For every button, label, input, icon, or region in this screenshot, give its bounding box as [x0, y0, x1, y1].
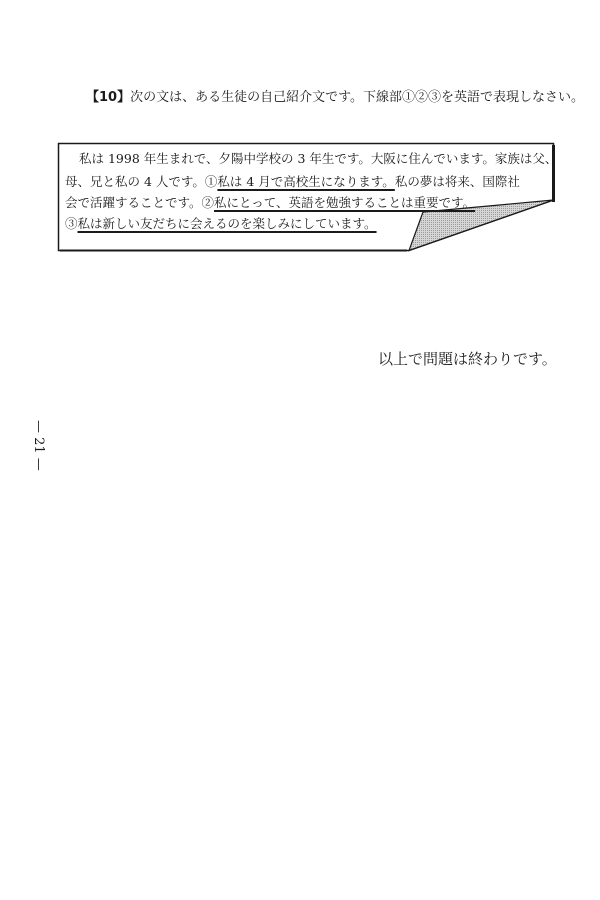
passage-line-2-lead: 母、兄と私の 4 人です。① [65, 174, 218, 189]
passage-line-4 [65, 215, 377, 233]
passage-line-4-lead: ③ [65, 216, 78, 231]
underlined-sentence-3: 私は新しい友だちに会えるのを楽しみにしています。 [77, 216, 377, 231]
passage-line-3 [65, 194, 475, 212]
passage-line-1: 私は 1998 年生まれで、夕陽中学校の 3 年生です。大阪に住んでいます。家族は父、 [79, 151, 558, 166]
question-number: 【10】 [86, 90, 131, 105]
passage-line-2-tail: 私の夢は将来、国際社 [394, 174, 520, 189]
question-prompt [86, 88, 585, 108]
passage-line-3-lead: 会で活躍することです。② [65, 195, 215, 210]
passage-text [57, 142, 558, 252]
question-text: 次の文は、ある生徒の自己紹介文です。下線部①②③を英語で表現しなさい。 [130, 90, 585, 105]
underlined-sentence-1: 私は 4 月で高校生になります。 [217, 174, 395, 189]
passage-box [57, 142, 558, 252]
passage-line-2 [65, 173, 520, 191]
page-number: — 21 — [31, 420, 46, 471]
underlined-sentence-2: 私にとって、英語を勉強することは重要です。 [214, 195, 476, 210]
end-of-exam-note: 以上で問題は終わりです。 [378, 350, 557, 368]
